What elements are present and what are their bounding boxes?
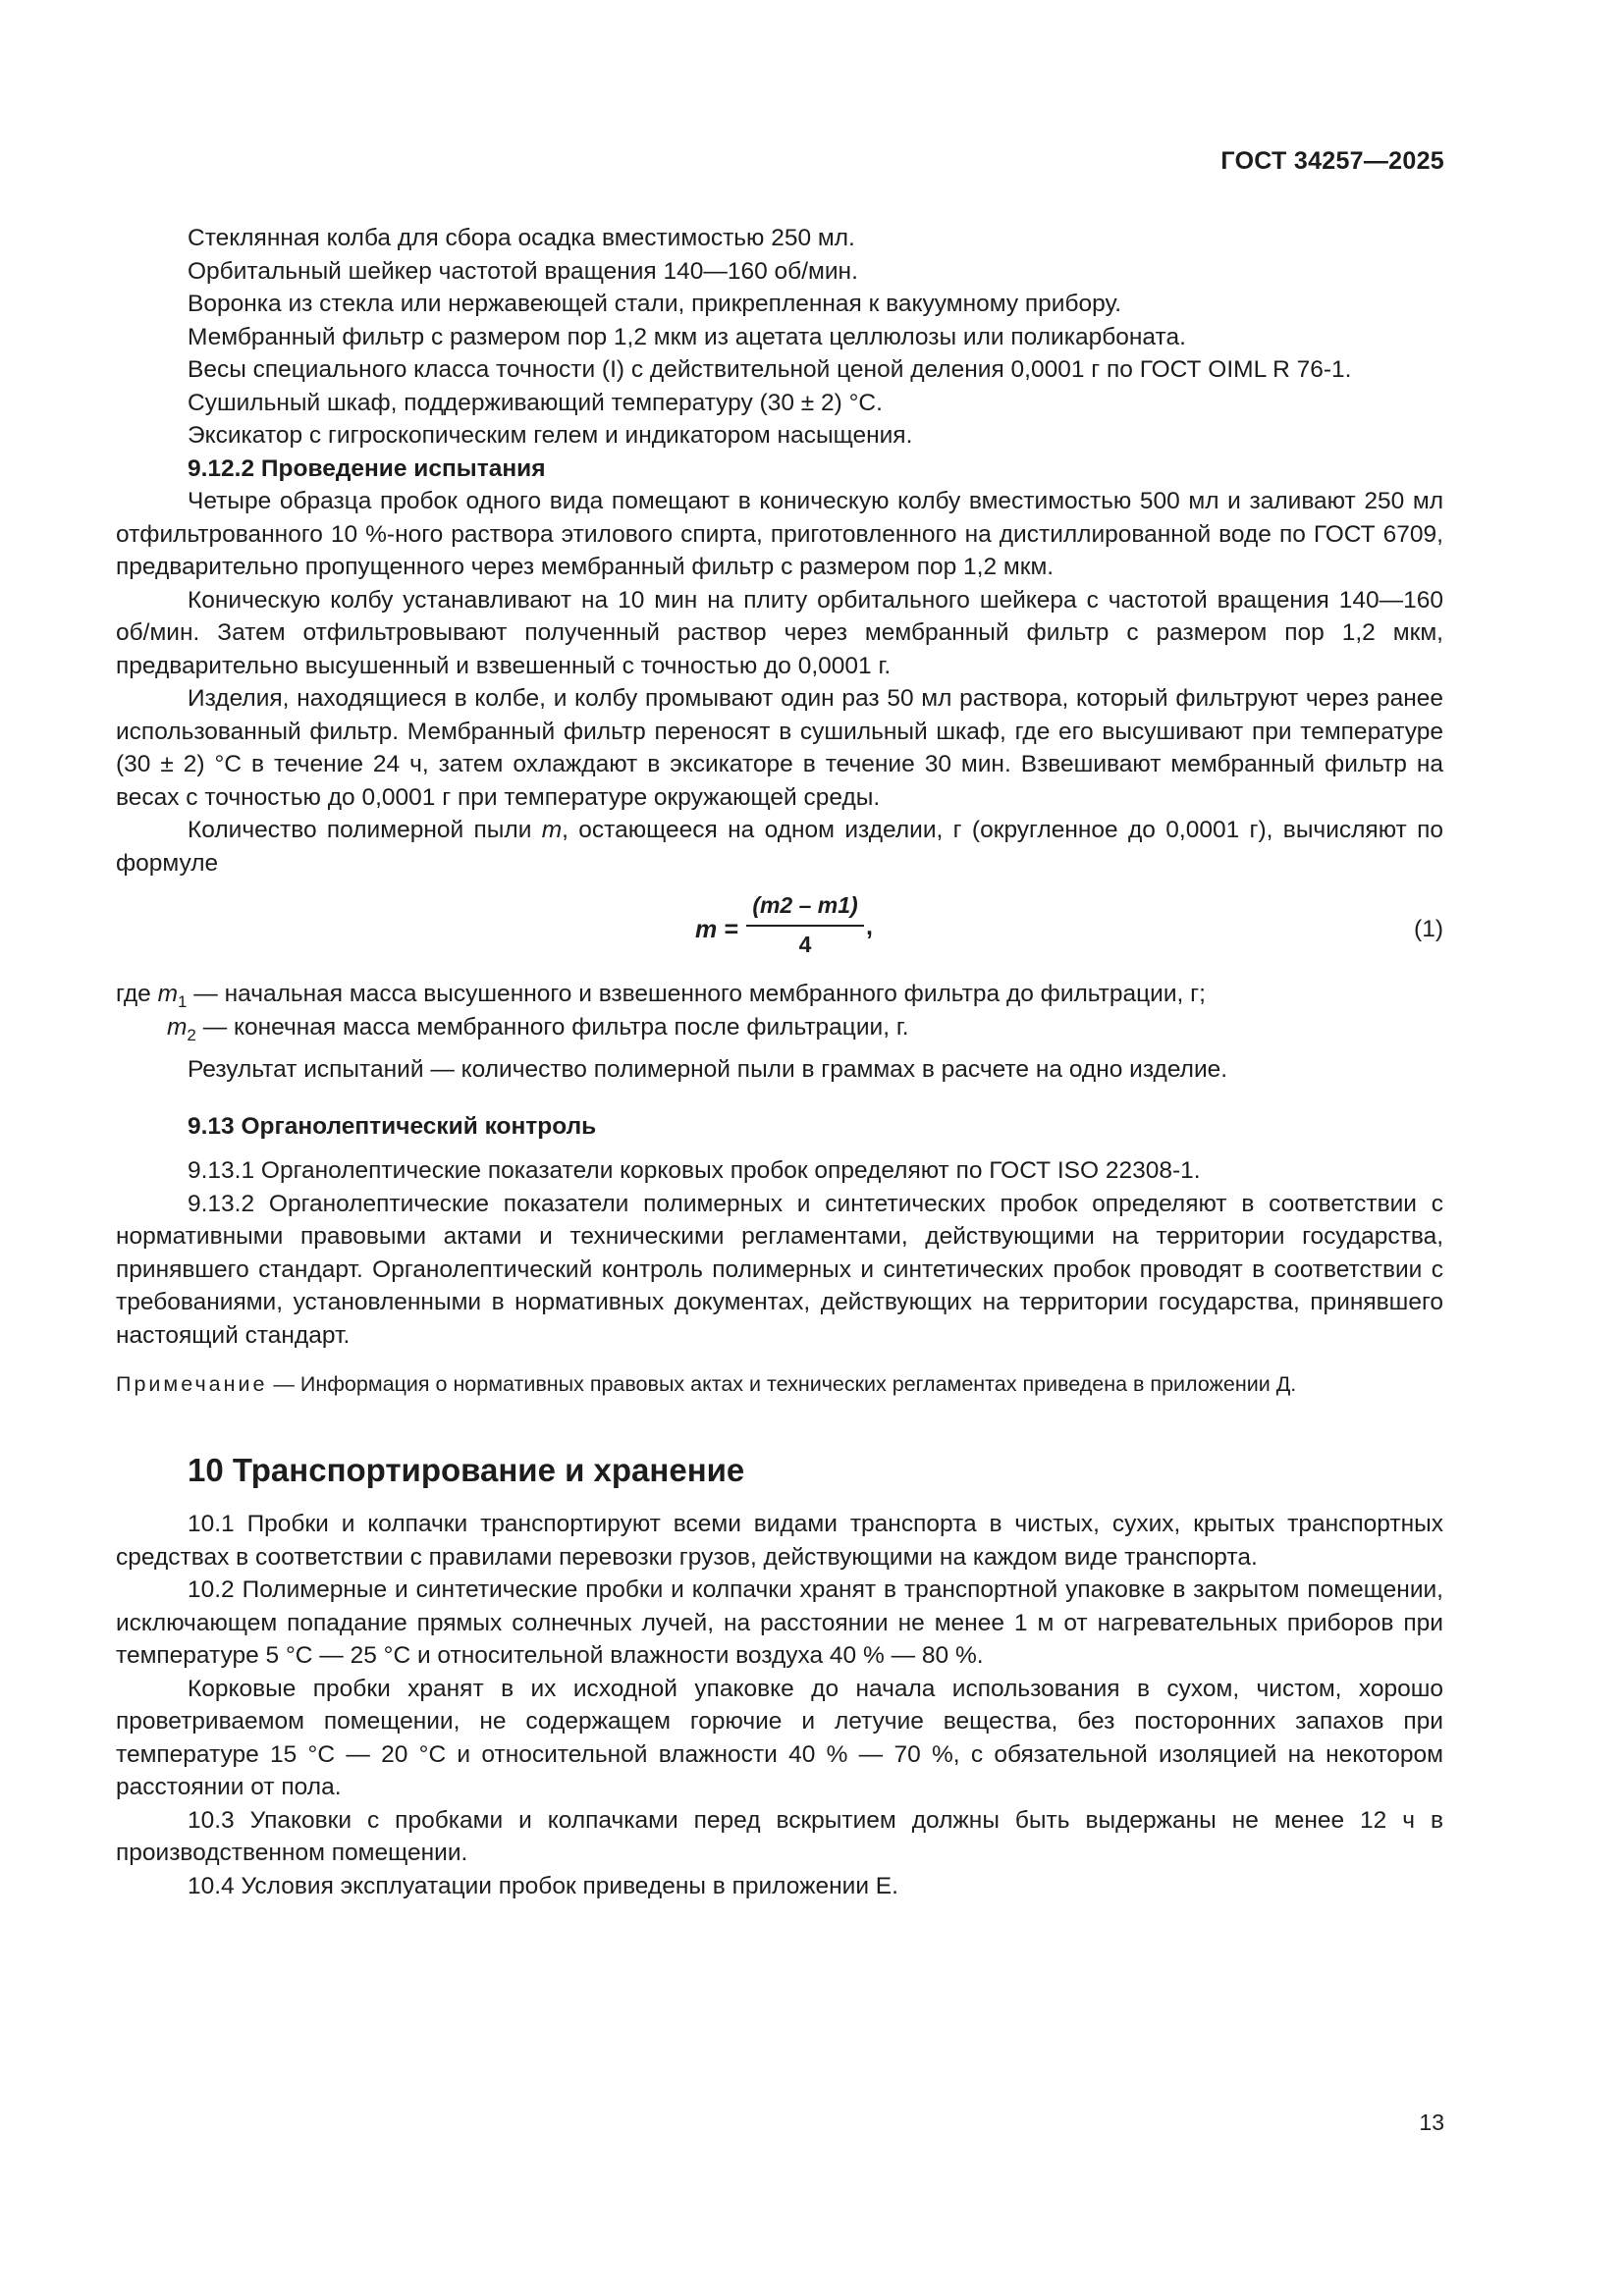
paragraph: 10.2 Полимерные и синтетические пробки и колпачки хранят в транспортной упаковке в закрытом помещении, исключающем попадание прямых солнечных лучей, на расстоянии не менее 1 м от нагревательных приборов при температуре 5 °С — 25 °С и относительной влажности воздуха 40 % — 80 %.	[116, 1576, 1443, 1669]
equipment-item: Мембранный фильтр с размером пор 1,2 мкм из ацетата целлюлозы или поликарбоната.	[188, 323, 1186, 350]
variable-m: m	[541, 817, 563, 843]
where-line-1: где $m_1$ — начальная масса высушенного и взвешенного мембранного фильтра до фильтрации, г;	[116, 981, 1206, 1011]
formula-number: (1)	[1414, 916, 1443, 942]
paragraph: Коническую колбу устанавливают на 10 мин на плиту орбитального шейкера с частотой вращения 140—160 об/мин. Затем отфильтровывают полученный раствор через мембранный фильтр с размером пор 1,2 мкм, предварительно высушенный и взвешенный с точностью до 0,0001 г.	[116, 586, 1443, 679]
section-heading-10: 10 Транспортирование и хранение	[188, 1452, 745, 1488]
formula-comma: ,	[866, 913, 873, 940]
note-text: — Информация о нормативных правовых актах и технических регламентах приведена в приложении Д.	[267, 1372, 1297, 1396]
equipment-item: Воронка из стекла или нержавеющей стали, прикрепленная к вакуумному прибору.	[188, 291, 1122, 317]
paragraph: 9.13.2 Органолептические показатели полимерных и синтетических пробок определяют в соответствии с нормативными правовыми актами и техническими регламентами, действующими на территории государства, принявшего стандарт. Органолептический контроль полимерных и синтетических пробок проводят в соответствии с требованиями, установленными в нормативных документах, действующих на территории государства, принявшего настоящий стандарт.	[116, 1190, 1443, 1349]
formula-numerator: (m2 – m1)	[746, 889, 864, 927]
result-paragraph: Результат испытаний — количество полимерной пыли в граммах в расчете на одно изделие.	[188, 1056, 1228, 1083]
note-label: Примечание	[116, 1372, 268, 1396]
paragraph: 10.3 Упаковки с пробками и колпачками перед вскрытием должны быть выдержаны не менее 12 ч в производственном помещении.	[116, 1806, 1443, 1866]
where-line-2: $m_2$ — конечная масса мембранного фильтра после фильтрации, г.	[167, 1013, 909, 1044]
equipment-item: Орбитальный шейкер частотой вращения 140—160 об/мин.	[188, 257, 858, 285]
equipment-item: Стеклянная колба для сбора осадка вместимостью 250 мл.	[188, 225, 855, 251]
paragraph: Изделия, находящиеся в колбе, и колбу промывают один раз 50 мл раствора, который фильтруют через ранее использованный фильтр. Мембранный фильтр переносят в сушильный шкаф, где его высушивают при температуре (30 ± 2) °С в течение 24 ч, затем охлаждают в эксикаторе в течение 30 мин. Взвешивают мембранный фильтр на весах с точностью до 0,0001 г при температуре окружающей среды.	[116, 685, 1443, 811]
equipment-item: Эксикатор с гигроскопическим гелем и индикатором насыщения.	[188, 422, 913, 449]
equipment-item: Весы специального класса точности (I) с действительной ценой деления 0,0001 г по ГОСТ OIML R 76-1.	[188, 356, 1352, 383]
paragraph: Четыре образца пробок одного вида помещают в коническую колбу вместимостью 500 мл и заливают 250 мл отфильтрованного 10 %-ного раствора этилового спирта, приготовленного на дистиллированной воде по ГОСТ 6709, предварительно пропущенного через мембранный фильтр с размером пор 1,2 мкм.	[116, 488, 1443, 580]
page-number: 13	[1419, 2109, 1444, 2135]
equipment-item: Сушильный шкаф, поддерживающий температуру (30 ± 2) °С.	[188, 389, 883, 416]
paragraph: 9.13.1 Органолептические показатели корковых пробок определяют по ГОСТ ISO 22308-1.	[188, 1157, 1201, 1184]
formula-1	[116, 889, 1443, 966]
note	[116, 1369, 1443, 1400]
formula-intro: Количество полимерной пыли m, остающееся на одном изделии, г (округленное до 0,0001 г), вычисляют по формуле	[116, 817, 1443, 877]
paragraph: Корковые пробки хранят в их исходной упаковке до начала использования в сухом, чистом, хорошо проветриваемом помещении, не содержащем горючие и летучие вещества, без посторонних запахов при температуре 15 °С — 20 °С и относительной влажности 40 % — 70 %, с обязательной изоляцией на некотором расстоянии от пола.	[116, 1675, 1443, 1800]
formula-denominator: 4	[798, 931, 812, 957]
section-heading-9-12-2: 9.12.2 Проведение испытания	[188, 454, 546, 482]
page-content	[116, 222, 1443, 1902]
paragraph: 10.1 Пробки и колпачки транспортируют всеми видами транспорта в чистых, сухих, крытых транспортных средствах в соответствии с правилами перевозки грузов, действующими на каждом виде транспорта.	[116, 1511, 1443, 1571]
formula-lhs: m =	[695, 916, 738, 943]
paragraph: 10.4 Условия эксплуатации пробок приведены в приложении Е.	[188, 1872, 898, 1899]
standard-number: ГОСТ 34257—2025	[1220, 147, 1444, 175]
formula-fraction	[746, 889, 864, 961]
section-heading-9-13: 9.13 Органолептический контроль	[188, 1112, 597, 1140]
